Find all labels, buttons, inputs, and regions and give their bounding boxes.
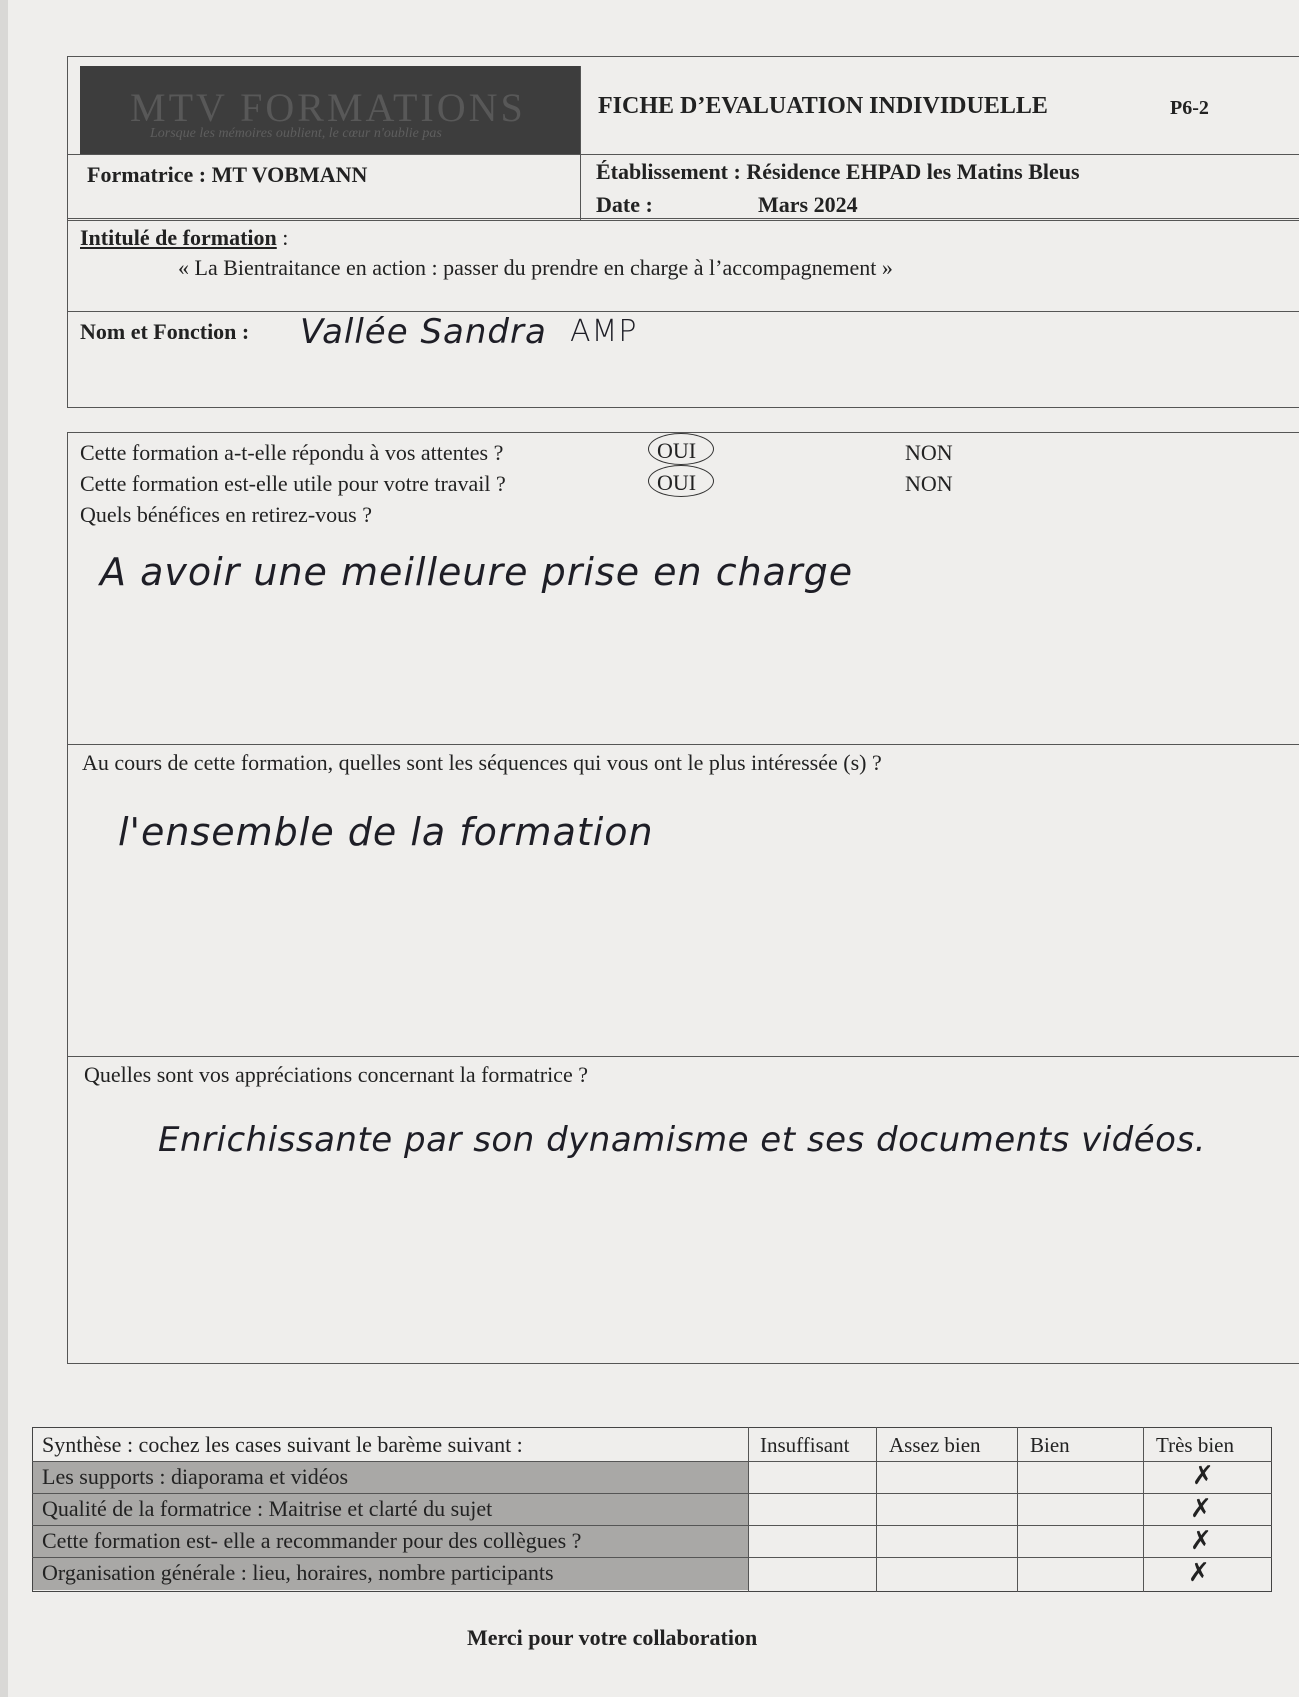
row-organisation-label: Organisation générale : lieu, horaires, nombre participants xyxy=(42,1560,554,1585)
col-insuffisant: Insuffisant xyxy=(760,1433,850,1457)
q5-separator xyxy=(67,1056,1299,1057)
q1-text: Cette formation a-t-elle répondu à vos attentes ? xyxy=(80,440,504,465)
col-bien: Bien xyxy=(1030,1433,1070,1457)
participant-name: Vallée Sandra xyxy=(300,312,547,352)
row-supports-mark: ✗ xyxy=(1192,1461,1214,1491)
formation-label: Intitulé de formation xyxy=(80,225,277,250)
nom-fonction-label: Nom et Fonction : xyxy=(80,319,250,344)
q2-yes: OUI xyxy=(657,470,697,495)
q3-answer: A avoir une meilleure prise en charge xyxy=(100,550,854,594)
synthese-hline-4 xyxy=(32,1557,1272,1558)
formation-colon: : xyxy=(282,225,289,250)
row-supports-label: Les supports : diaporama et vidéos xyxy=(42,1464,349,1489)
footer-thanks: Merci pour votre collaboration xyxy=(467,1625,758,1650)
q5-answer: Enrichissante par son dynamisme et ses documents vidéos. xyxy=(158,1120,1206,1160)
q2-yes-circle xyxy=(648,465,714,497)
logo-text: MTV FORMATIONS xyxy=(130,85,526,130)
q2-text: Cette formation est-elle utile pour votre travail ? xyxy=(80,471,506,496)
synthese-vline-2 xyxy=(876,1427,877,1592)
header-divider xyxy=(580,66,581,221)
page-title: FICHE D’EVALUATION INDIVIDUELLE xyxy=(598,93,1048,119)
formatrice-label: Formatrice : MT VOBMANN xyxy=(87,162,368,187)
synthese-hline-3 xyxy=(32,1525,1272,1526)
formation-label-line xyxy=(80,225,288,251)
date-value: Mars 2024 xyxy=(758,192,858,217)
q4-separator xyxy=(67,744,1299,745)
header-row-line xyxy=(67,154,1299,155)
row-qualite-mark: ✗ xyxy=(1190,1494,1212,1524)
q3-text: Quels bénéfices en retirez-vous ? xyxy=(80,502,372,527)
formation-row-line xyxy=(67,311,1299,312)
page-edge xyxy=(0,0,8,1697)
q1-yes: OUI xyxy=(657,438,697,463)
q4-answer: l'ensemble de la formation xyxy=(118,810,654,854)
synthese-header: Synthèse : cochez les cases suivant le barème suivant : xyxy=(42,1432,523,1457)
row-recommander-label: Cette formation est- elle a recommander pour des collègues ? xyxy=(42,1528,582,1553)
q2-no: NON xyxy=(905,471,953,496)
synthese-vline-3 xyxy=(1017,1427,1018,1592)
synthese-vline-4 xyxy=(1143,1427,1144,1592)
row-qualite-label: Qualité de la formatrice : Maitrise et clarté du sujet xyxy=(42,1496,493,1521)
q4-text: Au cours de cette formation, quelles sont les séquences qui vous ont le plus intéressée (s) ? xyxy=(82,750,882,775)
date-label: Date : xyxy=(596,192,653,217)
form-code: P6-2 xyxy=(1170,97,1209,119)
synthese-vline-1 xyxy=(748,1427,749,1592)
formation-title: « La Bientraitance en action : passer du prendre en charge à l’accompagnement » xyxy=(178,255,893,280)
q5-text: Quelles sont vos appréciations concernant la formatrice ? xyxy=(84,1062,588,1087)
logo-tagline: Lorsque les mémoires oublient, le cœur n'oublie pas xyxy=(150,126,442,141)
row-organisation-mark: ✗ xyxy=(1188,1558,1210,1588)
etablissement-label: Établissement : Résidence EHPAD les Matins Bleus xyxy=(596,159,1080,184)
synthese-hline-2 xyxy=(32,1493,1272,1494)
q1-no: NON xyxy=(905,440,953,465)
row-recommander-mark: ✗ xyxy=(1190,1526,1212,1556)
synthese-hline-1 xyxy=(32,1461,1272,1462)
col-assez-bien: Assez bien xyxy=(889,1433,981,1457)
q1-yes-circle xyxy=(648,433,714,465)
logo xyxy=(80,66,580,154)
col-tres-bien: Très bien xyxy=(1156,1433,1234,1457)
participant-function: AMP xyxy=(570,314,638,349)
